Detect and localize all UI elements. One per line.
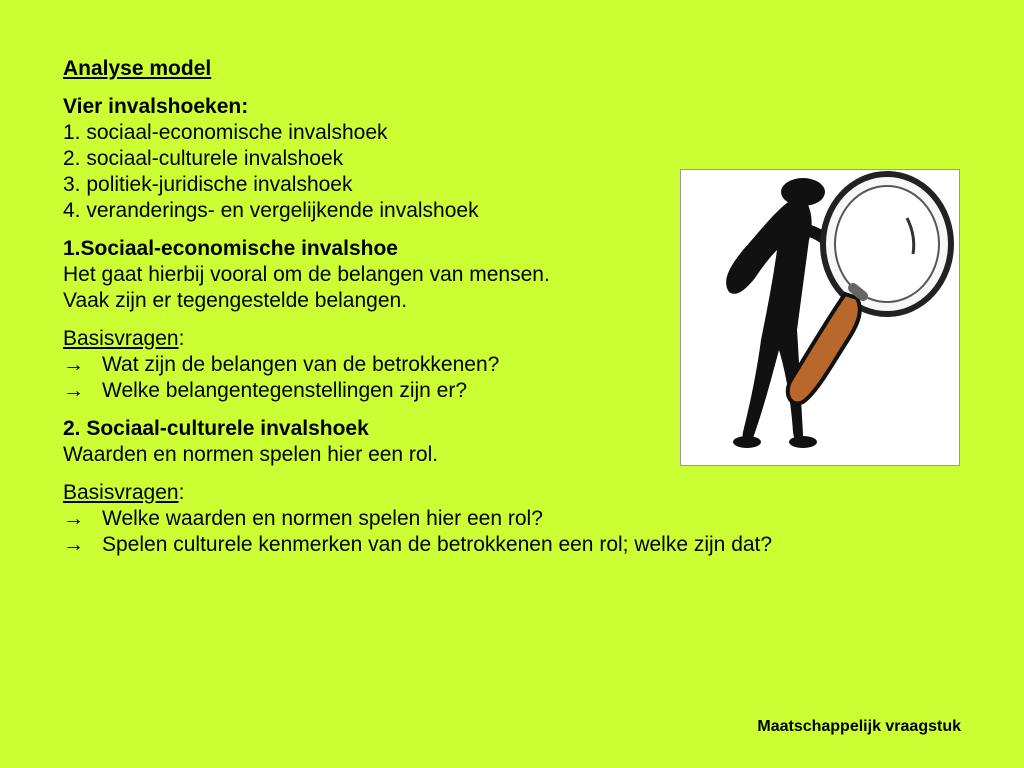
arrow-icon: → [63,507,84,530]
section1-line-1: Het gaat hierbij vooral om de belangen van mensen. [63,263,550,286]
arrow-icon: → [63,353,84,376]
section1-line-2: Vaak zijn er tegengestelde belangen. [63,289,408,312]
section2-question-1-text: Welke waarden en normen spelen hier een rol? [102,507,543,530]
section2-question-2-text: Spelen culturele kenmerken van de betrokkenen een rol; welke zijn dat? [102,533,773,556]
magnifying-glass-figure-icon [680,169,960,466]
section2-question-2 [63,532,963,558]
section2-heading: 2. Sociaal-culturele invalshoek [63,417,369,440]
section1-questions-label: Basisvragen [63,327,179,350]
footer-label: Maatschappelijk vraagstuk [757,718,961,735]
section2-questions [63,480,963,558]
arrow-icon: → [63,379,84,402]
section2-line-1: Waarden en normen spelen hier een rol. [63,443,439,466]
overview-heading: Vier invalshoeken: [63,95,249,118]
section2-questions-label: Basisvragen [63,481,179,504]
section1-questions-colon: : [178,327,185,350]
section2-questions-heading [63,480,963,506]
overview-item-1: 1. sociaal-economische invalshoek [63,121,388,144]
slide-title: Analyse model [63,57,212,80]
section2-question-1 [63,506,963,532]
overview-item-4: 4. veranderings- en vergelijkende invalshoek [63,199,479,222]
overview-item-3: 3. politiek-juridische invalshoek [63,173,353,196]
section2-questions-colon: : [178,481,185,504]
overview-item-2: 2. sociaal-culturele invalshoek [63,147,344,170]
section1-heading: 1.Sociaal-economische invalshoe [63,237,398,260]
section1-question-1-text: Wat zijn de belangen van de betrokkenen? [102,353,500,376]
arrow-icon: → [63,533,84,556]
section1-question-2-text: Welke belangentegenstellingen zijn er? [102,379,468,402]
